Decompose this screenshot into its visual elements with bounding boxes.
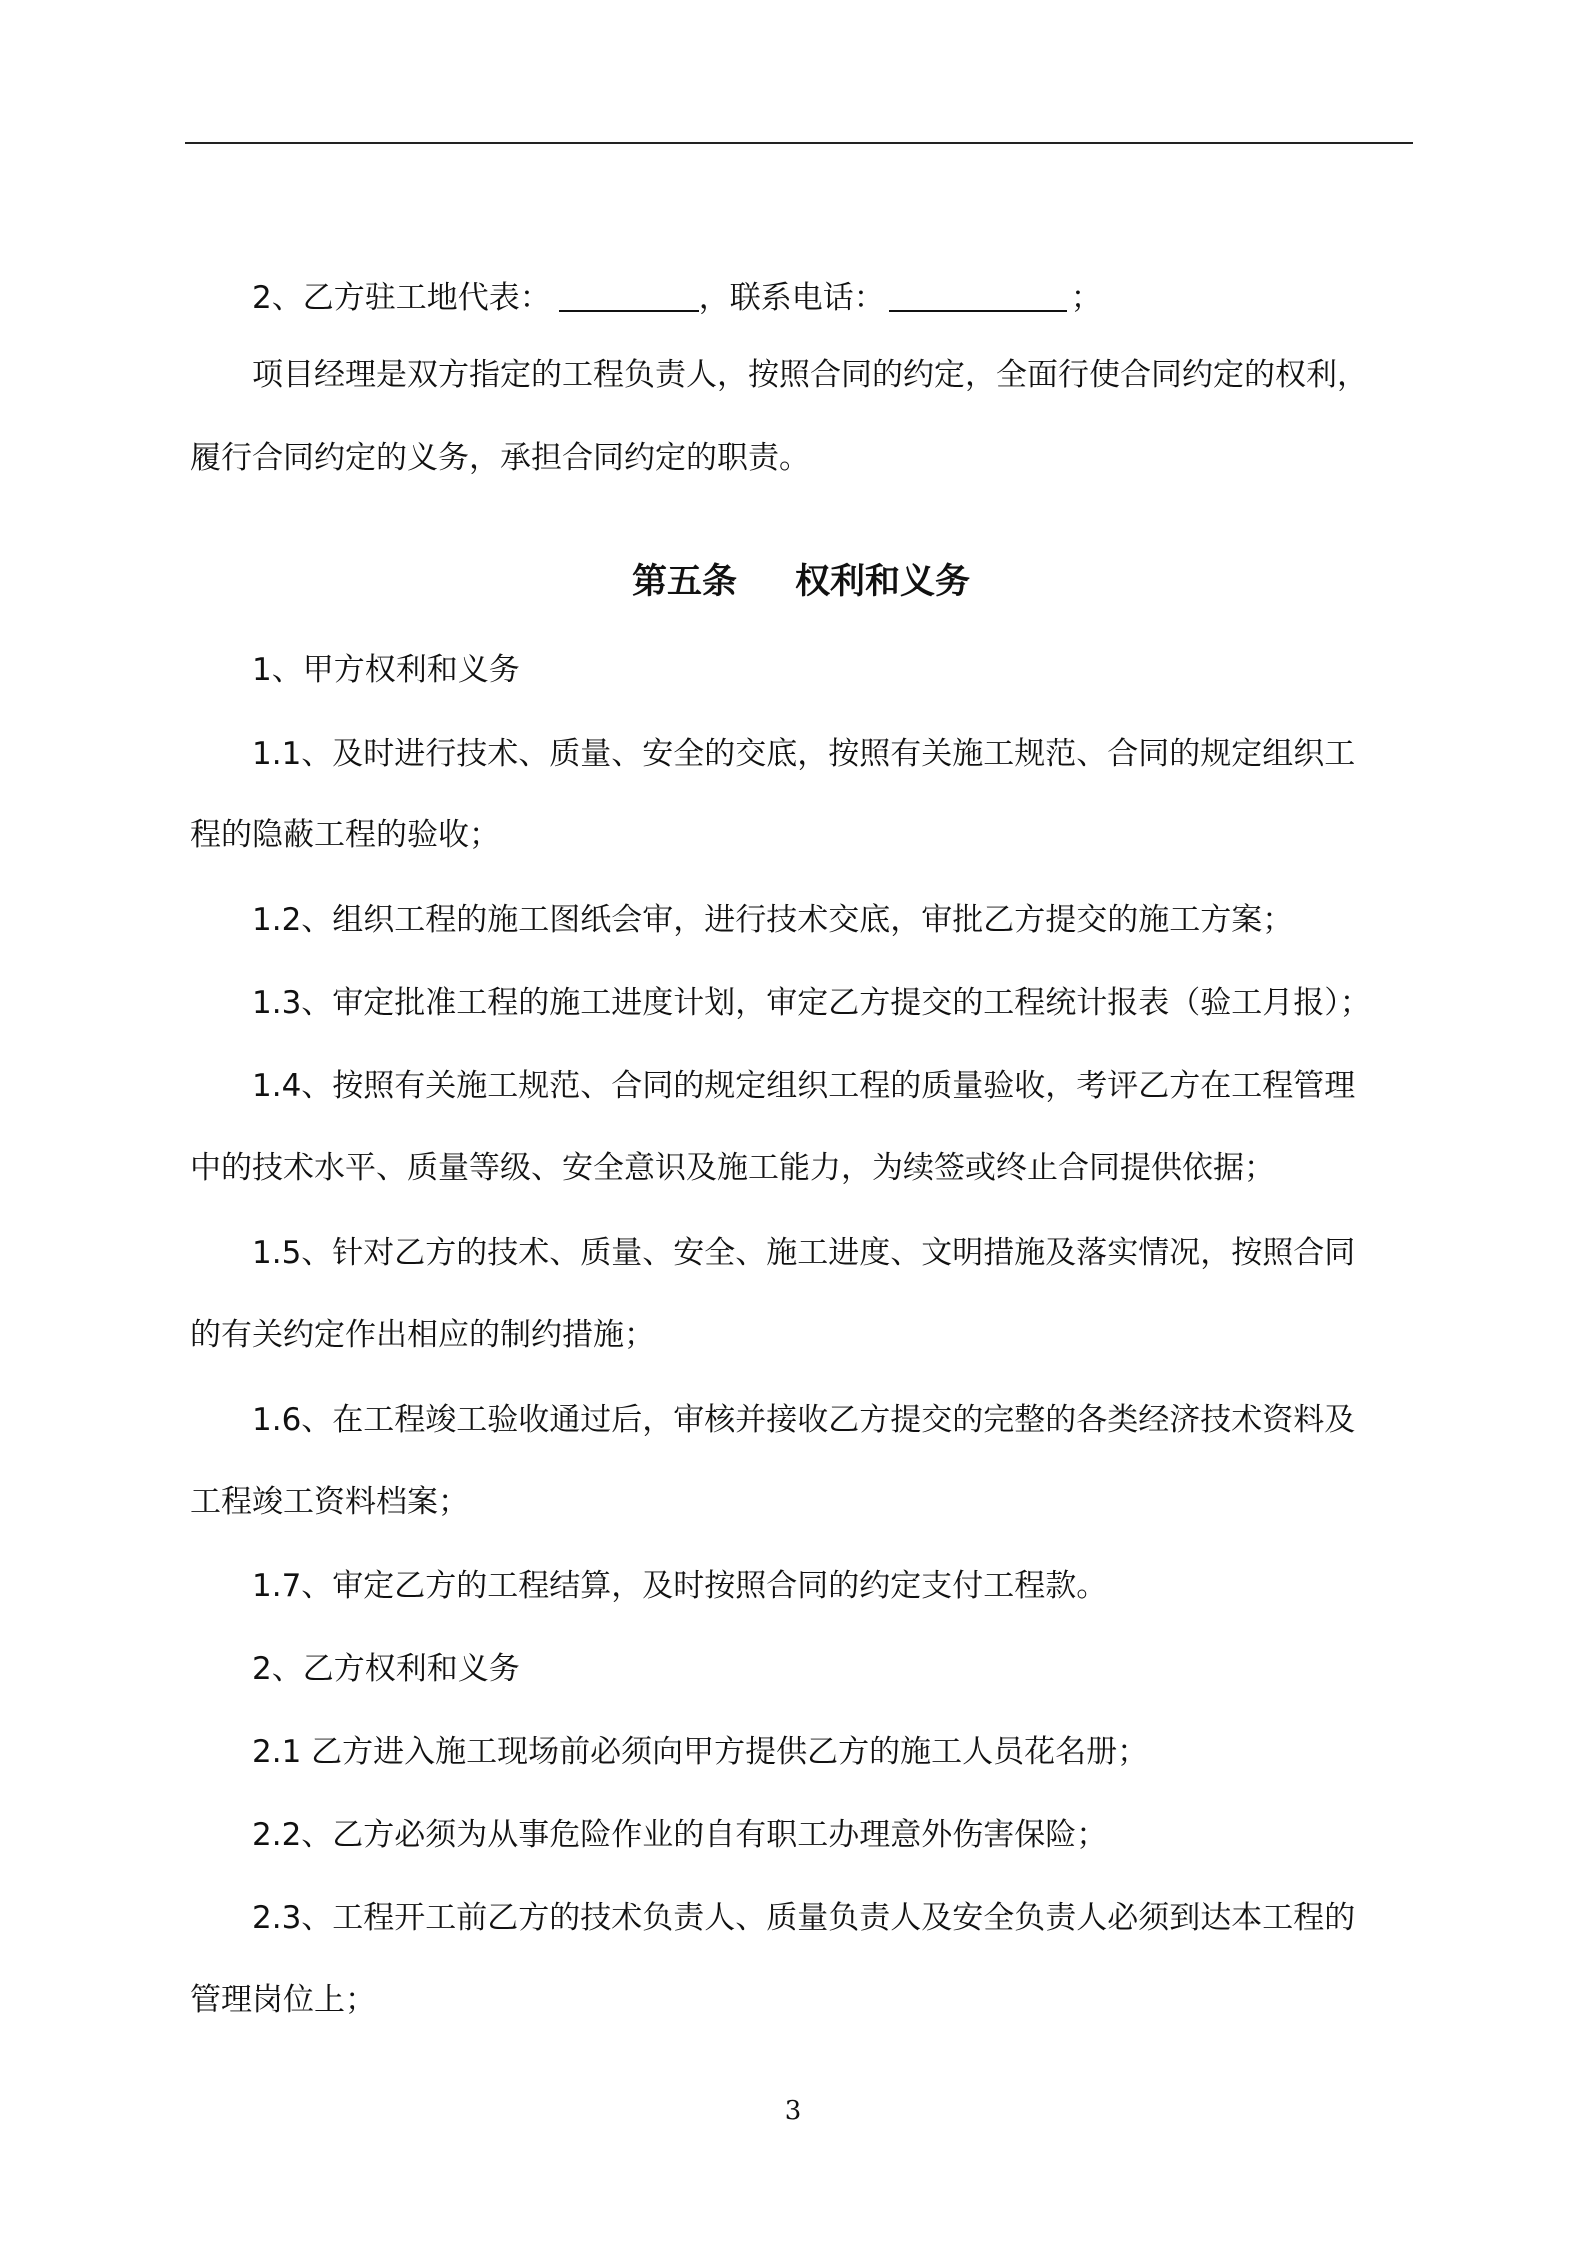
- clause-1-5-line-2: 的有关约定作出相应的制约措施；: [190, 1317, 655, 1353]
- party-b-heading: 2、乙方权利和义务: [252, 1651, 520, 1687]
- clause-2-3-line-2: 管理岗位上；: [190, 1982, 376, 2018]
- party-a-heading: 1、甲方权利和义务: [252, 652, 520, 688]
- clause-1-3: 1.3、审定批准工程的施工进度计划，审定乙方提交的工程统计报表（验工月报）；: [252, 985, 1371, 1021]
- clause-1-6-line-2: 工程竣工资料档案；: [190, 1484, 469, 1520]
- clause-1-1-line-1: 1.1、及时进行技术、质量、安全的交底，按照有关施工规范、合同的规定组织工: [252, 736, 1356, 772]
- clause-1-1-line-2: 程的隐蔽工程的验收；: [190, 817, 500, 853]
- article-heading: [190, 560, 1412, 604]
- clause-1-7: 1.7、审定乙方的工程结算，及时按照合同的约定支付工程款。: [252, 1568, 1108, 1604]
- clause-1-4-line-1: 1.4、按照有关施工规范、合同的规定组织工程的质量验收，考评乙方在工程管理: [252, 1068, 1356, 1104]
- clause-2-1: 2.1 乙方进入施工现场前必须向甲方提供乙方的施工人员花名册；: [252, 1734, 1149, 1770]
- clause-1-2: 1.2、组织工程的施工图纸会审，进行技术交底，审批乙方提交的施工方案；: [252, 902, 1294, 938]
- clause-1-6-line-1: 1.6、在工程竣工验收通过后，审核并接收乙方提交的完整的各类经济技术资料及: [252, 1402, 1356, 1438]
- representative-name-blank: [559, 280, 699, 312]
- article-title: 权利和义务: [795, 562, 971, 602]
- page-number: 3: [784, 2096, 802, 2126]
- clause-1-4-line-2: 中的技术水平、质量等级、安全意识及施工能力，为续签或终止合同提供依据；: [190, 1150, 1275, 1186]
- project-manager-paragraph-line-1: 项目经理是双方指定的工程负责人，按照合同的约定，全面行使合同约定的权利，: [252, 357, 1368, 393]
- header-rule: [185, 142, 1413, 144]
- line-end-punctuation: ；: [1070, 280, 1102, 316]
- site-representative-label: 2、乙方驻工地代表：: [252, 280, 551, 316]
- phone-label: ，联系电话：: [698, 280, 885, 316]
- project-manager-paragraph-line-2: 履行合同约定的义务，承担合同约定的职责。: [190, 440, 810, 476]
- clause-2-2: 2.2、乙方必须为从事危险作业的自有职工办理意外伤害保险；: [252, 1817, 1108, 1853]
- article-number: 第五条: [631, 562, 737, 602]
- phone-number-blank: [889, 280, 1067, 312]
- site-representative-line: [252, 278, 1102, 318]
- clause-1-5-line-1: 1.5、针对乙方的技术、质量、安全、施工进度、文明措施及落实情况，按照合同: [252, 1235, 1356, 1271]
- clause-2-3-line-1: 2.3、工程开工前乙方的技术负责人、质量负责人及安全负责人必须到达本工程的: [252, 1900, 1356, 1936]
